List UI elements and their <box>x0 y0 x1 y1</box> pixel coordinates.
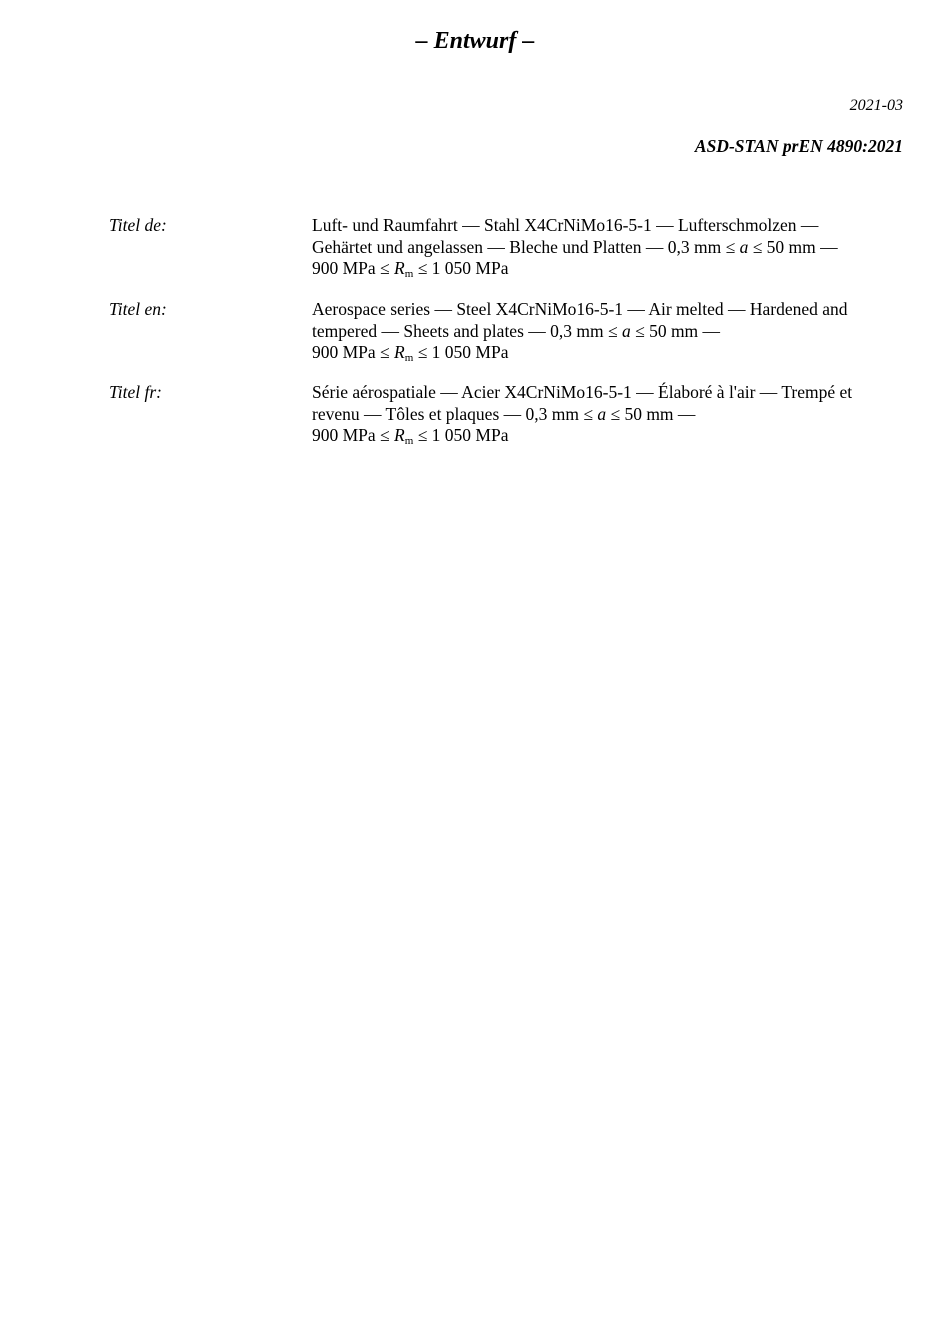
title-line-text: Série aérospatiale — Acier X4CrNiMo16-5-1 — Élaboré à l'air — Trempé et <box>312 382 853 402</box>
title-line-text: ≤ 1 050 MPa <box>413 342 509 362</box>
tensile-strength-variable: R <box>394 258 405 278</box>
title-line <box>312 342 848 364</box>
title-line-text: 900 MPa ≤ <box>312 425 395 445</box>
title-line-text: ≤ 50 mm — <box>748 236 838 257</box>
thickness-variable: a <box>739 236 749 257</box>
title-text-en <box>312 299 848 364</box>
document-id: ASD-STAN prEN 4890:2021 <box>694 136 903 156</box>
title-line <box>312 258 838 280</box>
document-date: 2021-03 <box>849 97 903 114</box>
title-line <box>312 321 848 343</box>
title-text-fr <box>312 382 852 447</box>
title-line <box>312 425 852 447</box>
title-line-text: Luft- und Raumfahrt — Stahl X4CrNiMo16-5-1 — Lufterschmolzen — <box>312 215 819 235</box>
draft-heading: – Entwurf – <box>415 28 535 54</box>
tensile-strength-variable: R <box>394 342 405 362</box>
title-row-fr <box>0 382 950 448</box>
title-line-text: 900 MPa ≤ <box>312 342 395 362</box>
thickness-variable: a <box>621 320 631 341</box>
title-line <box>312 382 852 404</box>
title-line-text: tempered — Sheets and plates — 0,3 mm ≤ <box>312 320 622 341</box>
title-line-text: ≤ 50 mm — <box>630 320 721 341</box>
title-label-de: Titel de: <box>109 215 167 235</box>
title-label-fr: Titel fr: <box>109 382 162 402</box>
tensile-strength-subscript: m <box>404 268 414 280</box>
title-line-text: Gehärtet und angelassen — Bleche und Platten — 0,3 mm ≤ <box>312 236 740 257</box>
thickness-variable: a <box>597 403 607 424</box>
title-line <box>312 299 848 321</box>
title-label-en: Titel en: <box>109 299 167 319</box>
title-line-text: ≤ 50 mm — <box>606 403 696 424</box>
title-line <box>312 215 838 237</box>
title-line-text: ≤ 1 050 MPa <box>413 258 509 278</box>
tensile-strength-subscript: m <box>404 435 414 447</box>
title-line-text: 900 MPa ≤ <box>312 258 395 278</box>
title-row-en <box>0 299 950 365</box>
title-line <box>312 237 838 259</box>
tensile-strength-variable: R <box>394 425 405 445</box>
title-line-text: ≤ 1 050 MPa <box>413 425 509 445</box>
tensile-strength-subscript: m <box>404 352 414 364</box>
title-line <box>312 404 852 426</box>
title-row-de <box>0 215 950 281</box>
title-text-de <box>312 215 838 280</box>
title-line-text: Aerospace series — Steel X4CrNiMo16-5-1 — Air melted — Hardened and <box>312 299 848 319</box>
title-line-text: revenu — Tôles et plaques — 0,3 mm ≤ <box>312 403 598 424</box>
